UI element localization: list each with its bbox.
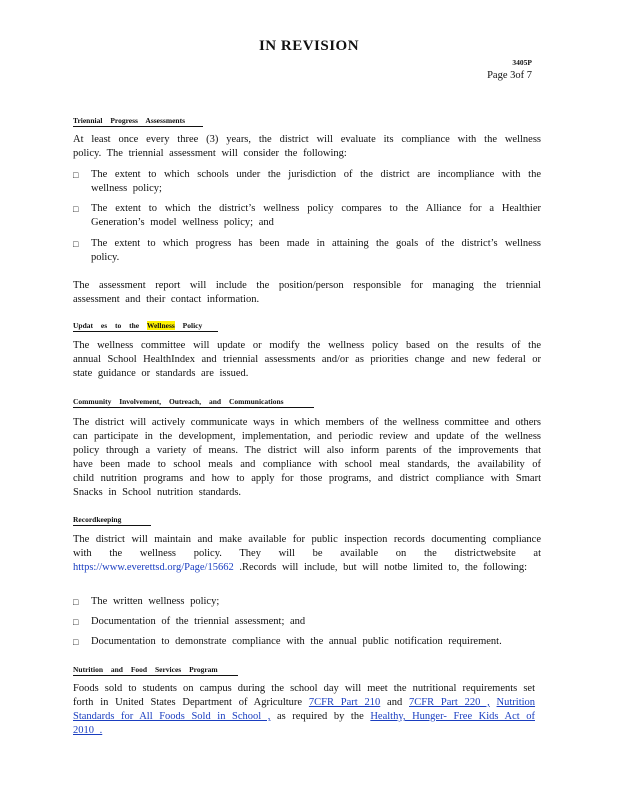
square-bullet-icon: □ — [73, 617, 79, 627]
nutrition-standards-link[interactable]: Nutrition Standards for All Foods Sold in School , — [73, 697, 536, 722]
cfr-210-link[interactable]: 7CFR Part 210 — [308, 697, 381, 708]
healthy-hunger-free-kids-act-link[interactable]: Healthy, Hunger- Free Kids Act of 2010 . — [73, 711, 535, 736]
square-bullet-icon: □ — [73, 637, 79, 647]
revision-title: IN REVISION — [258, 38, 360, 54]
highlighted-text: Wellness — [146, 321, 175, 330]
list-item: □ The extent to which schools under the jurisdiction of the district are incompliance with the wellness policy; — [73, 169, 541, 194]
nutrition-body: Foods sold to students on campus during the school day will meet the nutritional requirements set forth in United States Department of Agriculture 7CFR Part 210 and 7CFR Part 220 , Nutrition Standards for All Foods Sold in School , as required by the Healthy, Hunger- Free Kids Act of 2010 . — [73, 683, 536, 736]
list-item: □ The extent to which the district’s wellness policy compares to the Alliance for a Healthier Generation’s model wellness policy; and — [73, 203, 541, 228]
community-body: The district will actively communicate ways in which members of the wellness committee and others can participate in the development, implementation, and periodic review and update of the wellness policy through a variety of means. The district will also inform parents of the improvements that have been made to school meals and compliance with school meal standards, the availability of child nutrition programs and how to apply for those programs, and district compliance with Smart Snacks in School nutrition standards. — [73, 417, 541, 498]
triennial-heading: Triennial Progress Assessments — [73, 116, 203, 127]
updates-body: The wellness committee will update or modify the wellness policy based on the results of the annual School HealthIndex and triennial assessments and/or as priorities change and new federal or state guidance or standards are issued. — [73, 340, 541, 379]
square-bullet-icon: □ — [73, 204, 79, 214]
policy-code: 3405P — [512, 58, 532, 67]
triennial-intro: At least once every three (3) years, the district will evaluate its compliance with the wellness policy. The triennial assessment will consider the following: — [73, 134, 541, 159]
updates-heading: Updat es to the Wellness Policy — [73, 321, 218, 332]
district-website-link[interactable]: https://www.everettsd.org/Page/15662 — [73, 562, 234, 573]
square-bullet-icon: □ — [73, 597, 79, 607]
list-item: □ The written wellness policy; — [73, 596, 220, 607]
square-bullet-icon: □ — [73, 239, 79, 249]
page-number: Page 3of 7 — [487, 70, 532, 81]
square-bullet-icon: □ — [73, 170, 79, 180]
list-item: □ Documentation of the triennial assessment; and — [73, 616, 306, 627]
cfr-220-link[interactable]: 7CFR Part 220 , — [409, 697, 490, 708]
list-item: □ The extent to which progress has been made in attaining the goals of the district’s wellness policy. — [73, 238, 541, 263]
nutrition-heading: Nutrition and Food Services Program — [73, 665, 238, 676]
list-item: □ Documentation to demonstrate compliance with the annual public notification requirement. — [73, 636, 502, 647]
triennial-report: The assessment report will include the position/person responsible for managing the triennial assessment and their contact information. — [73, 280, 541, 305]
recordkeeping-heading: Recordkeeping — [73, 515, 151, 526]
recordkeeping-body: The district will maintain and make available for public inspection records documenting compliance with the wellness policy. They will be available on the districtwebsite at https://www.everettsd.org/Page/15662 .Records will include, but will notbe limited to, the following: — [73, 534, 541, 573]
community-heading: Community Involvement, Outreach, and Communications — [73, 397, 314, 408]
